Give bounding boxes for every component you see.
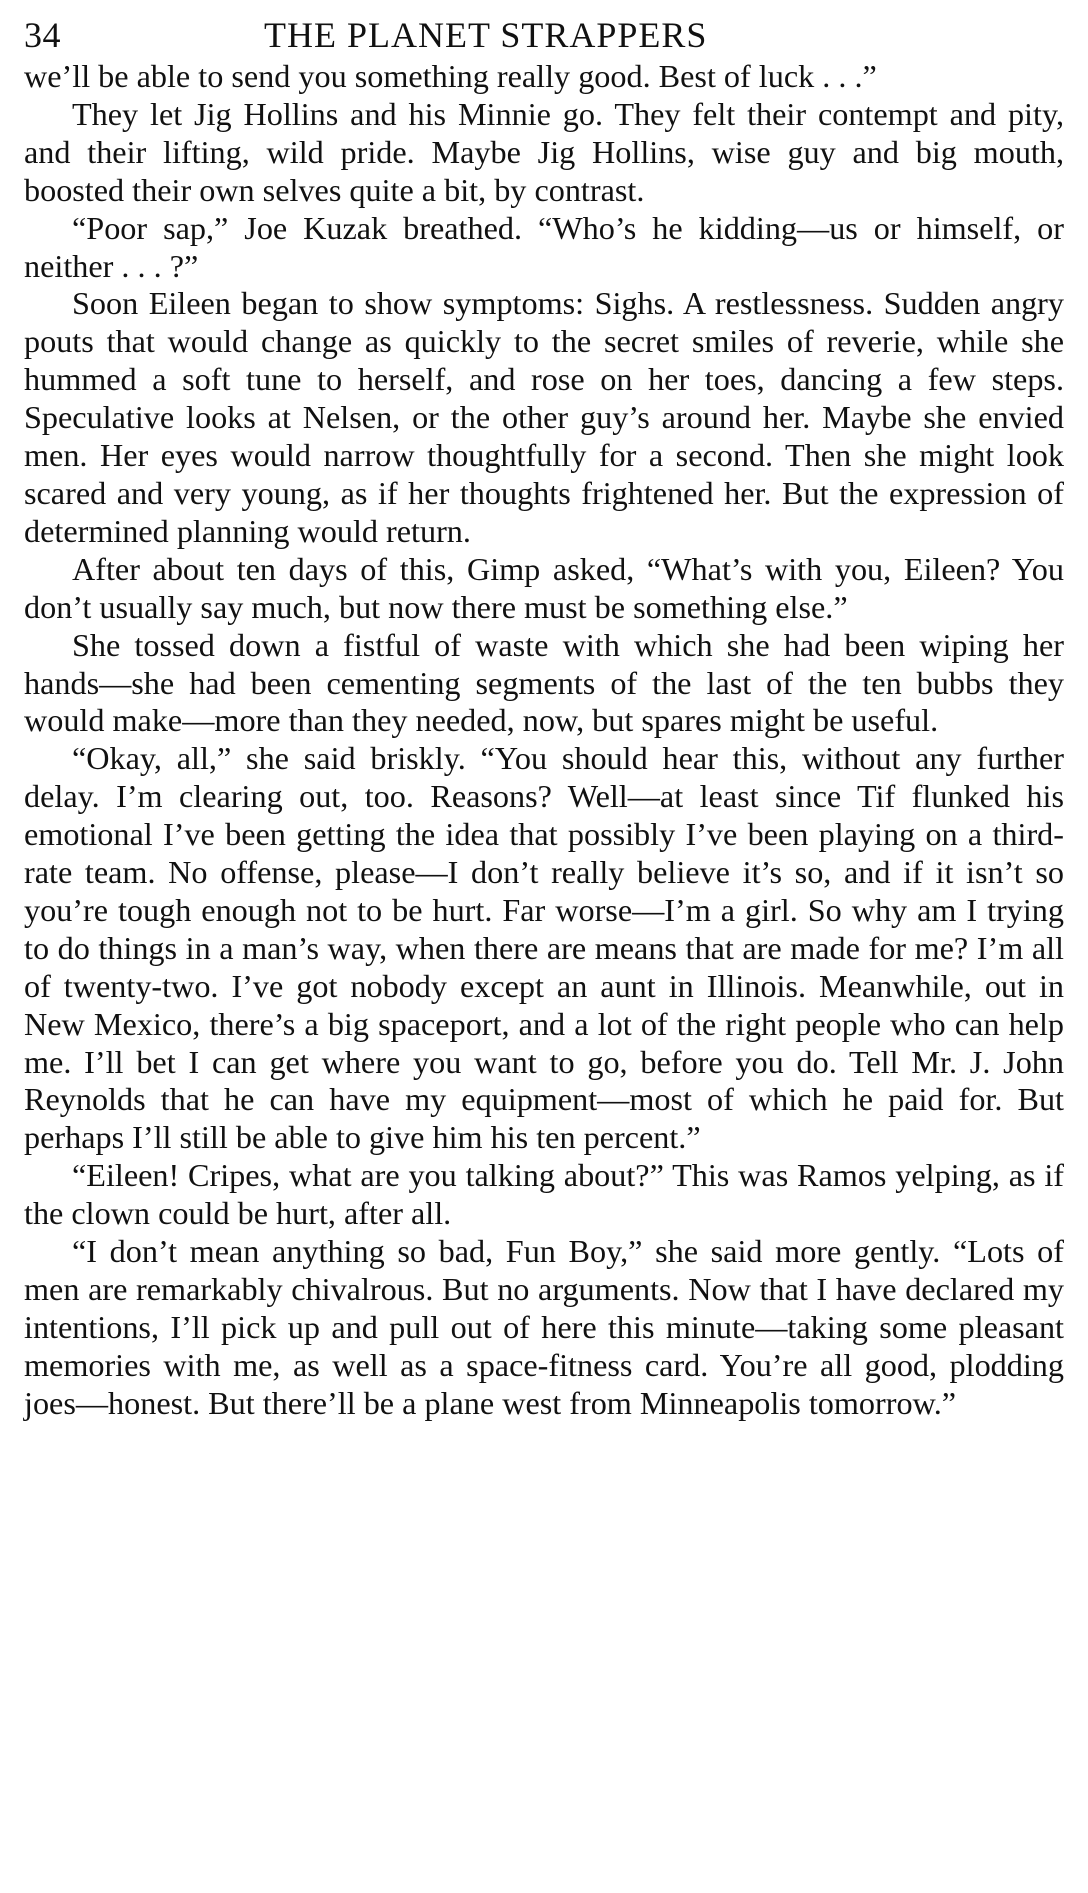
paragraph: They let Jig Hollins and his Minnie go. They felt their contempt and pity, and their lifting, wild pride. Maybe Jig Hollins, wise guy and big mouth, boosted their own selves quite a bit, by contrast. [24, 95, 1064, 208]
paragraph: “Poor sap,” Joe Kuzak breathed. “Who’s he kidding—us or himself, or neither . . . ?” [24, 209, 1064, 284]
paragraph: After about ten days of this, Gimp asked, “What’s with you, Eileen? You don’t usually say much, but now there must be something else.” [24, 550, 1064, 625]
page-number: 34 [24, 15, 61, 55]
paragraph: “Okay, all,” she said briskly. “You should hear this, without any further delay. I’m clearing out, too. Reasons? Well—at least since Tif flunked his emotional I’ve been getting the idea that possibly I’ve been playing on a third-rate team. No offense, please—I don’t really believe it’s so, and if it isn’t so you’re tough enough not to be hurt. Far worse—I’m a girl. So why am I trying to do things in a man’s way, when there are means that are made for me? I’m all of twenty-two. I’ve got nobody except an aunt in Illinois. Meanwhile, out in New Mexico, there’s a big spaceport, and a lot of the right people who can help me. I’ll bet I can get where you want to go, before you do. Tell Mr. J. John Reynolds that he can have my equipment—most of which he paid for. But perhaps I’ll still be able to give him his ten percent.” [24, 740, 1064, 1156]
book-page [24, 14, 1064, 1423]
running-title: THE PLANET STRAPPERS [264, 15, 708, 55]
page-header [24, 14, 1064, 58]
paragraph: “Eileen! Cripes, what are you talking about?” This was Ramos yelping, as if the clown could be hurt, after all. [24, 1157, 1064, 1232]
paragraph: Soon Eileen began to show symptoms: Sighs. A restlessness. Sudden angry pouts that would change as quickly to the secret smiles of reverie, while she hummed a soft tune to herself, and rose on her toes, dancing a few steps. Speculative looks at Nelsen, or the other guy’s around her. Maybe she envied men. Her eyes would narrow thoughtfully for a second. Then she might look scared and very young, as if her thoughts frightened her. But the expression of determined planning would return. [24, 285, 1064, 549]
body-text [24, 58, 1064, 1423]
paragraph: we’ll be able to send you something really good. Best of luck . . .” [24, 58, 877, 94]
paragraph: She tossed down a fistful of waste with which she had been wiping her hands—she had been cementing segments of the last of the ten bubbs they would make—more than they needed, now, but spares might be useful. [24, 626, 1064, 739]
paragraph: “I don’t mean anything so bad, Fun Boy,” she said more gently. “Lots of men are remarkably chivalrous. But no arguments. Now that I have declared my intentions, I’ll pick up and pull out of here this minute—taking some pleasant memories with me, as well as a space-fitness card. You’re all good, plodding joes—honest. But there’ll be a plane west from Minneapolis tomorrow.” [24, 1233, 1064, 1421]
